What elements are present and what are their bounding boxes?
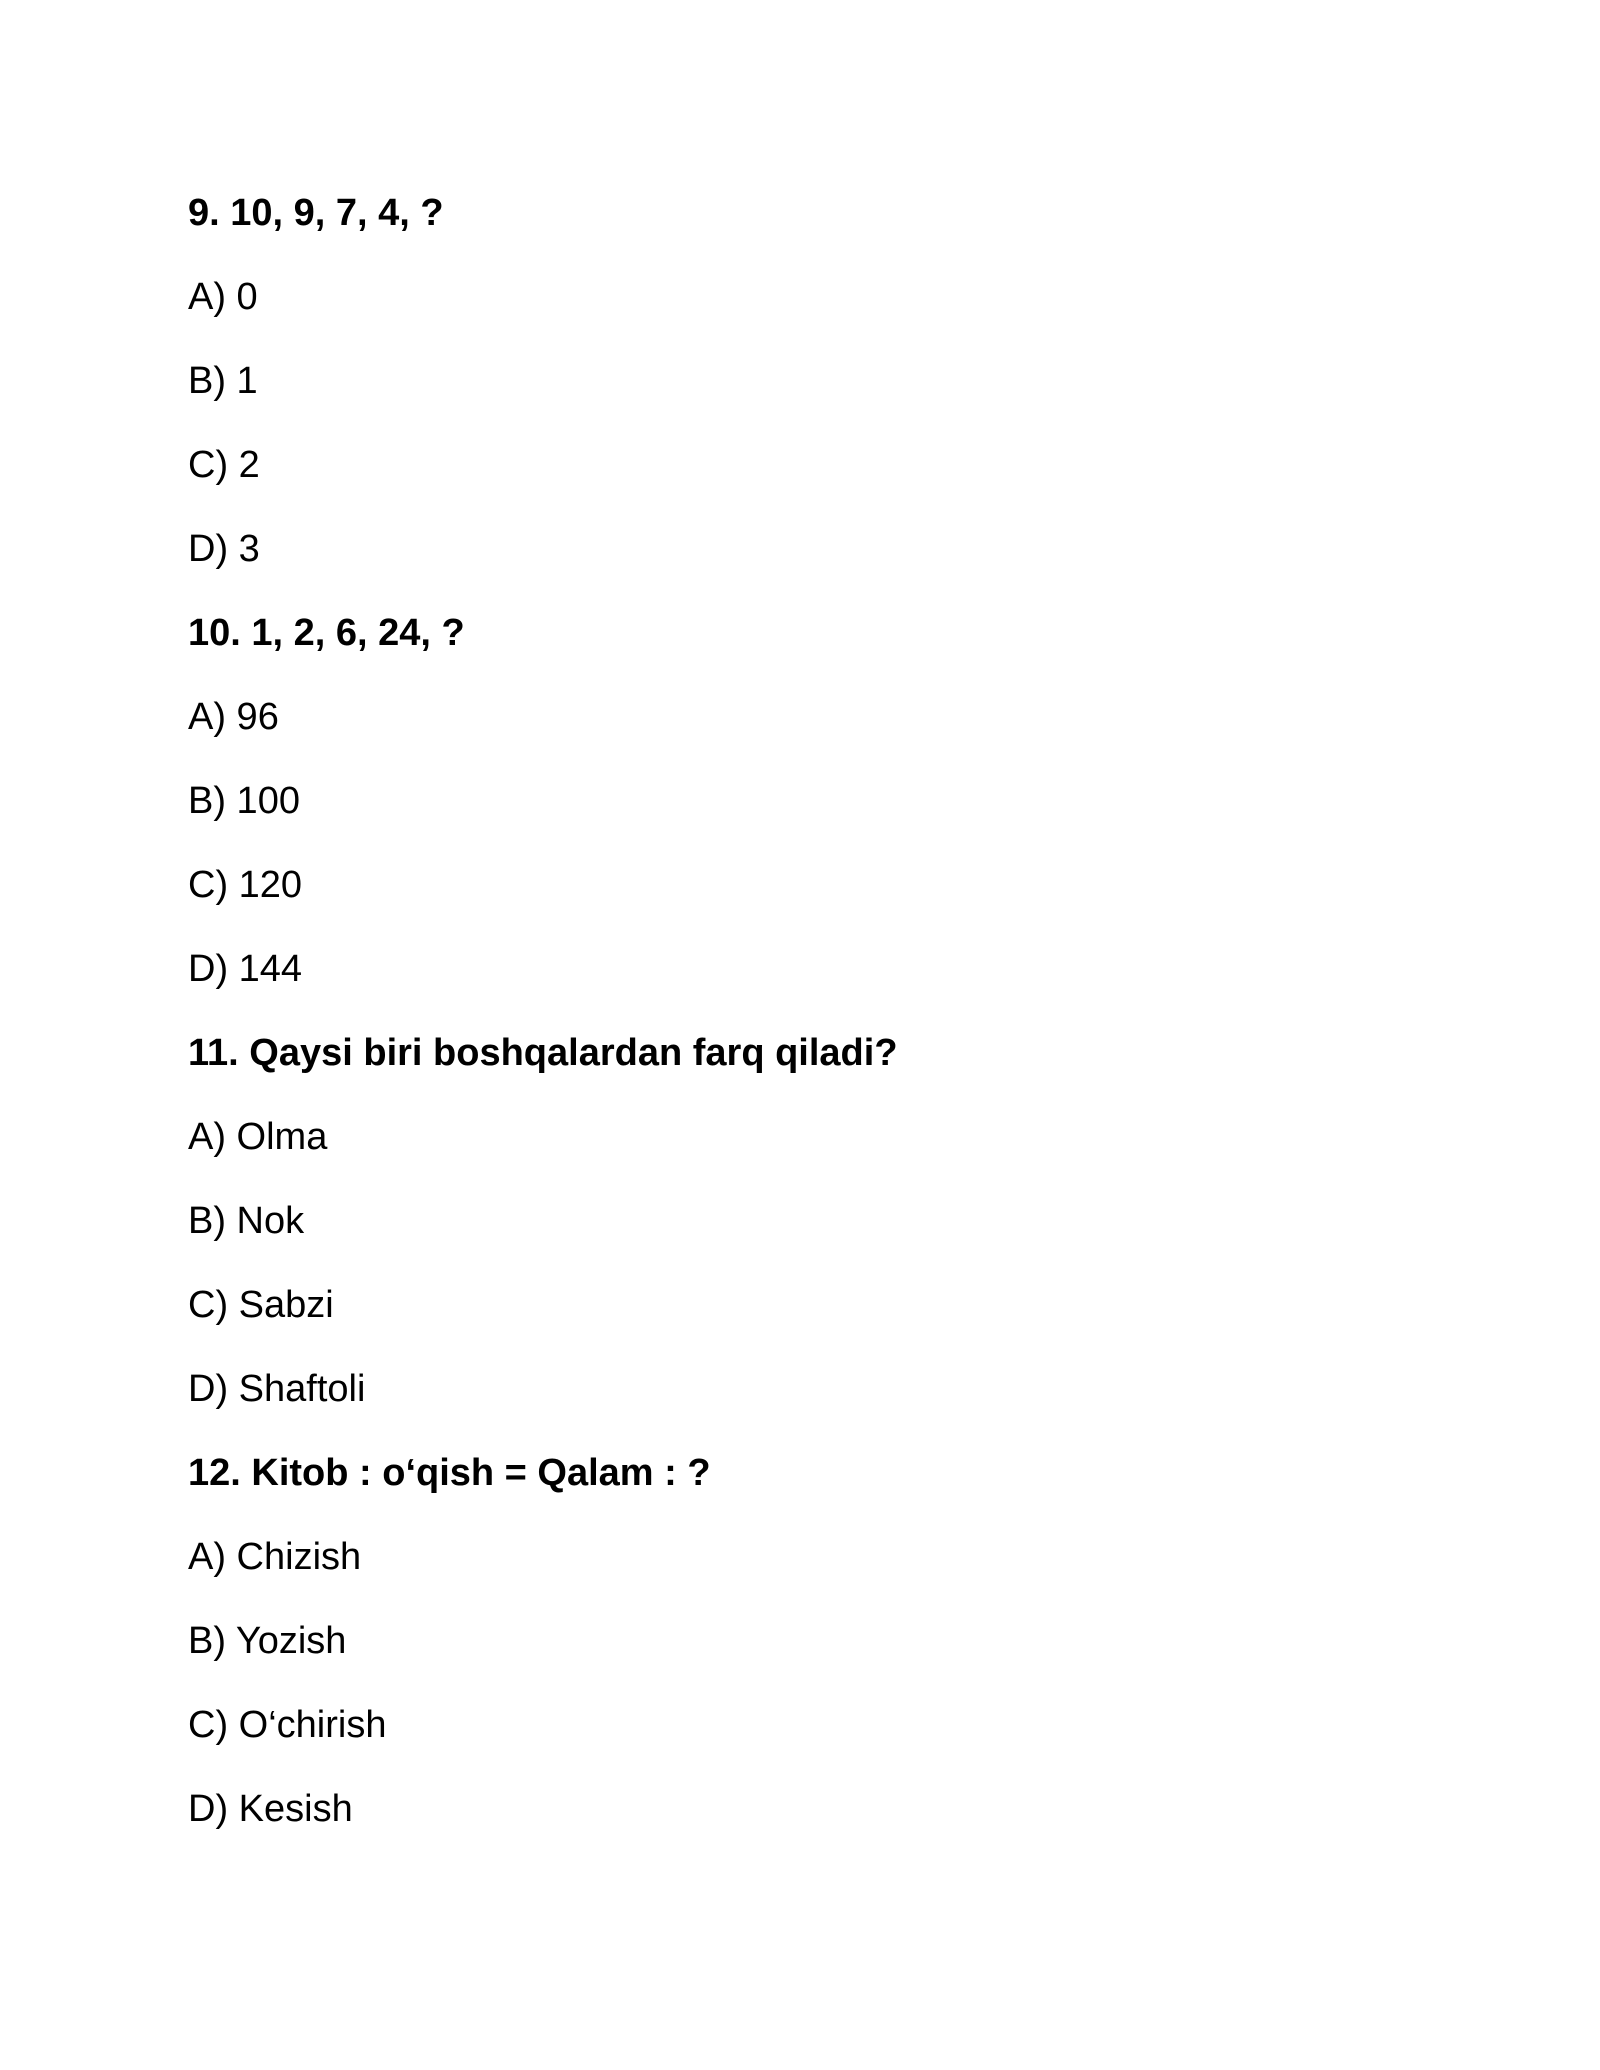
question-9-option-b: B) 1 bbox=[188, 360, 258, 402]
question-9: 9. 10, 9, 7, 4, ? bbox=[188, 192, 444, 234]
question-10: 10. 1, 2, 6, 24, ? bbox=[188, 612, 465, 654]
question-12-option-c: C) O‘chirish bbox=[188, 1704, 387, 1746]
question-11-option-b: B) Nok bbox=[188, 1200, 305, 1242]
question-10-option-b: B) 100 bbox=[188, 780, 300, 822]
question-11: 11. Qaysi biri boshqalardan farq qiladi? bbox=[188, 1032, 898, 1074]
question-9-option-a: A) 0 bbox=[188, 276, 258, 318]
question-12-option-b: B) Yozish bbox=[188, 1620, 347, 1662]
question-11-option-d: D) Shaftoli bbox=[188, 1368, 366, 1410]
question-12-option-a: A) Chizish bbox=[188, 1536, 362, 1578]
question-11-option-c: C) Sabzi bbox=[188, 1284, 334, 1326]
question-12: 12. Kitob : o‘qish = Qalam : ? bbox=[188, 1452, 711, 1494]
question-9-option-c: C) 2 bbox=[188, 444, 260, 486]
question-11-option-a: A) Olma bbox=[188, 1116, 328, 1158]
question-10-option-d: D) 144 bbox=[188, 948, 303, 990]
question-12-option-d: D) Kesish bbox=[188, 1788, 353, 1830]
question-9-option-d: D) 3 bbox=[188, 528, 260, 570]
question-10-option-a: A) 96 bbox=[188, 696, 279, 738]
question-10-option-c: C) 120 bbox=[188, 864, 303, 906]
